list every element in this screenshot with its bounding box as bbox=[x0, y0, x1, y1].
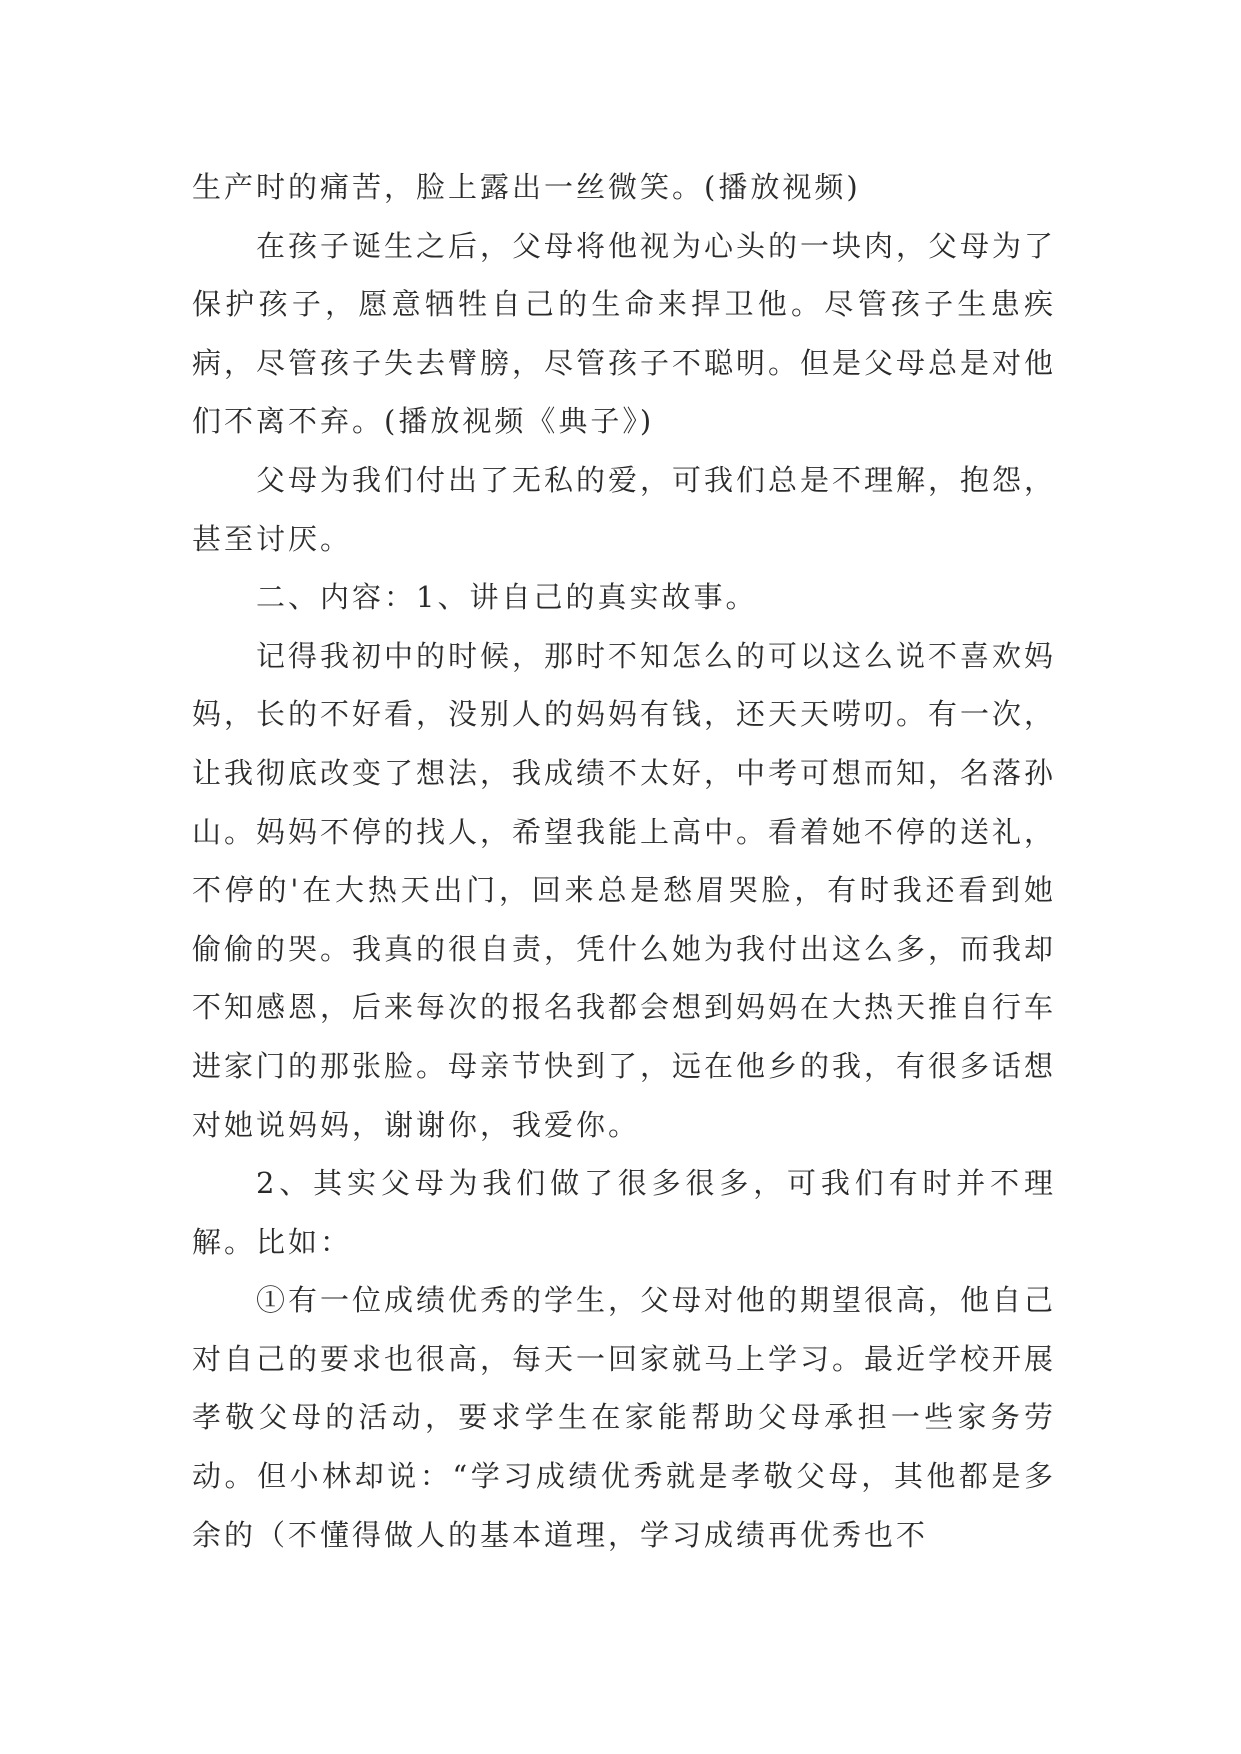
paragraph-story: 记得我初中的时候，那时不知怎么的可以这么说不喜欢妈妈，长的不好看，没别人的妈妈有钱，还天天唠叨。有一次，让我彻底改变了想法，我成绩不太好，中考可想而知，名落孙山。妈妈不停的找人，希望我能上高中。看着她不停的送礼，不停的'在大热天出门，回来总是愁眉哭脸，有时我还看到她偷偷的哭。我真的很自责，凭什么她为我付出这么多，而我却不知感恩，后来每次的报名我都会想到妈妈在大热天推自行车进家门的那张脸。母亲节快到了，远在他乡的我，有很多话想对她说妈妈，谢谢你，我爱你。 bbox=[192, 638, 1057, 1142]
paragraph-2: 在孩子诞生之后，父母将他视为心头的一块肉，父母为了保护孩子，愿意牺牲自己的生命来捍卫他。尽管孩子生患疾病，尽管孩子失去臂膀，尽管孩子不聪明。但是父母总是对他们不离不弃。(播放视频《典子》) bbox=[192, 228, 1057, 439]
section-heading-content: 二、内容：1、讲自己的真实故事。 bbox=[256, 580, 758, 615]
paragraph-point-2: 2、其实父母为我们做了很多很多，可我们有时并不理解。比如： bbox=[192, 1166, 1056, 1259]
paragraph-3: 父母为我们付出了无私的爱，可我们总是不理解，抱怨，甚至讨厌。 bbox=[192, 462, 1057, 556]
document-body bbox=[192, 158, 1056, 1564]
paragraph-1: 生产时的痛苦，脸上露出一丝微笑。(播放视频) bbox=[192, 170, 861, 204]
paragraph-example-1: ①有一位成绩优秀的学生，父母对他的期望很高，他自己对自己的要求也很高，每天一回家就马上学习。最近学校开展孝敬父母的活动，要求学生在家能帮助父母承担一些家务劳动。但小林却说：“学习成绩优秀就是孝敬父母，其他都是多余的（不懂得做人的基本道理，学习成绩再优秀也不 bbox=[192, 1283, 1057, 1552]
